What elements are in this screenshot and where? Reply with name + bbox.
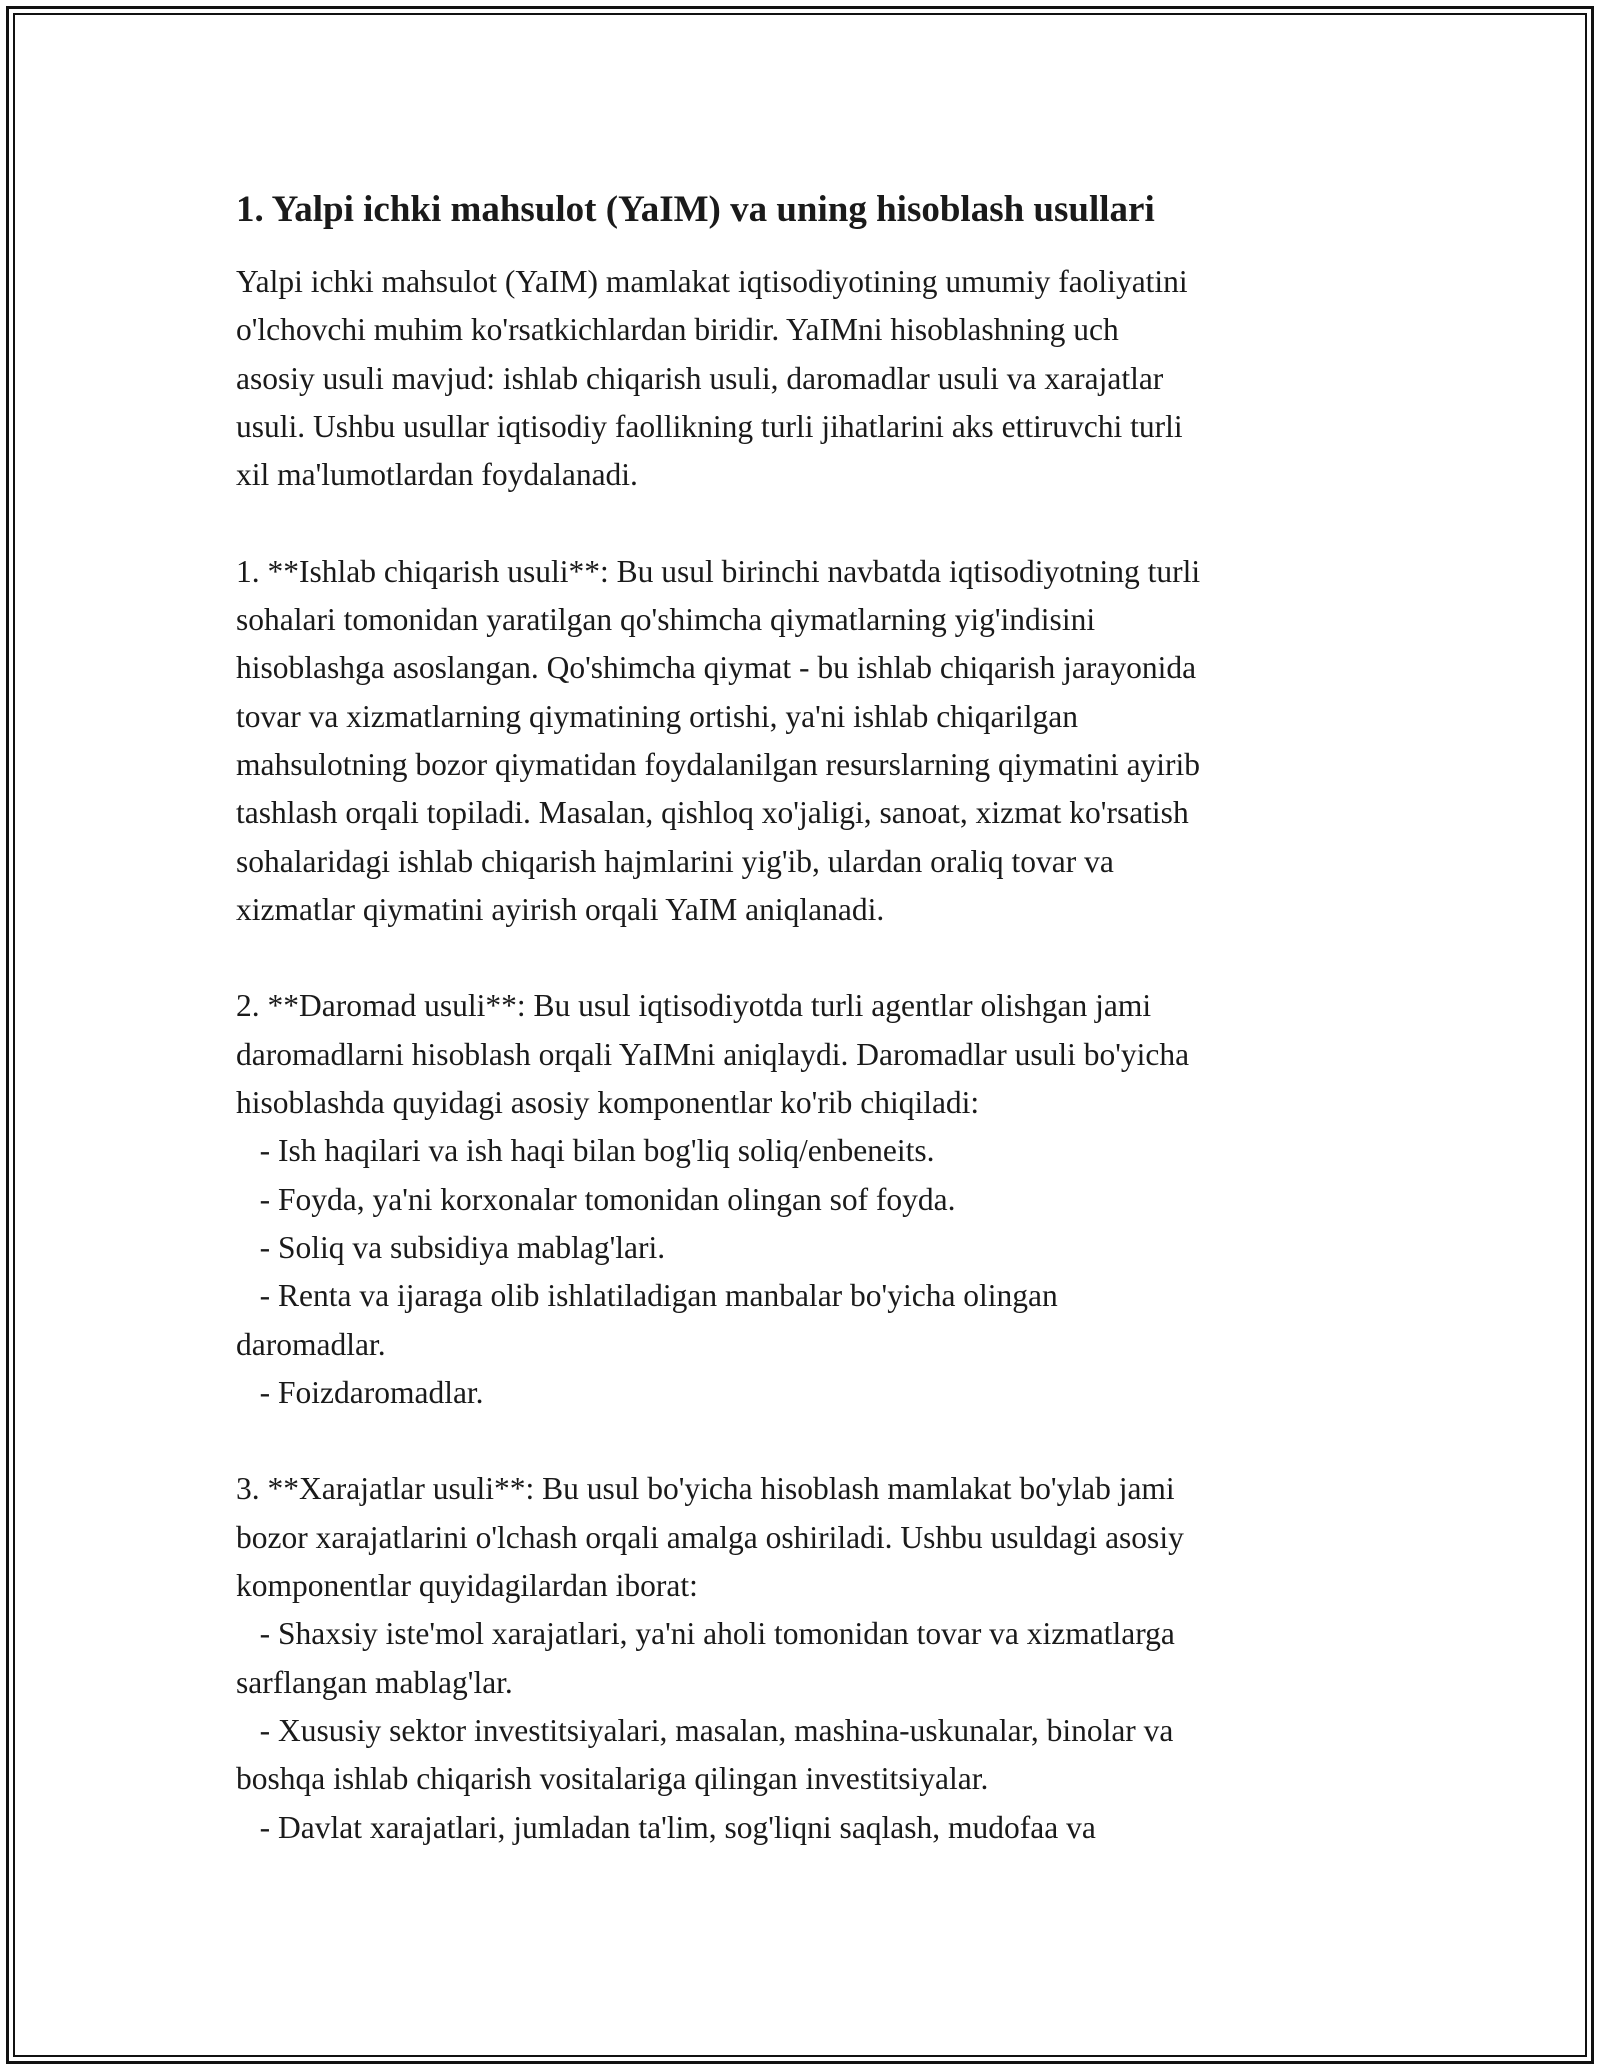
text-line: - Shaxsiy iste'mol xarajatlari, ya'ni aholi tomonidan tovar va xizmatlarga xyxy=(236,1616,1175,1652)
text-line: mahsulotning bozor qiymatidan foydalanilgan resurslarning qiymatini ayirib xyxy=(236,746,1201,782)
text-line: - Foyda, ya'ni korxonalar tomonidan olingan sof foyda. xyxy=(236,1181,956,1217)
text-line: - Soliq va subsidiya mablag'lari. xyxy=(236,1229,666,1265)
text-line: 1. **Ishlab chiqarish usuli**: Bu usul birinchi navbatda iqtisodiyotning turli xyxy=(236,553,1201,589)
document-text xyxy=(236,258,1376,1852)
text-line: tovar va xizmatlarning qiymatining ortishi, ya'ni ishlab chiqarilgan xyxy=(236,698,1078,734)
text-line: sarflangan mablag'lar. xyxy=(236,1664,513,1700)
text-line: - Foizdaromadlar. xyxy=(236,1374,484,1410)
text-line: boshqa ishlab chiqarish vositalariga qilingan investitsiyalar. xyxy=(236,1761,989,1797)
text-line: sohalari tomonidan yaratilgan qo'shimcha qiymatlarning yig'indisini xyxy=(236,602,1096,638)
paragraph-gap xyxy=(236,1417,1376,1465)
text-line: sohalaridagi ishlab chiqarish hajmlarini yig'ib, ulardan oraliq tovar va xyxy=(236,843,1114,879)
text-line: xizmatlar qiymatini ayirish orqali YaIM aniqlanadi. xyxy=(236,891,885,927)
text-line: hisoblashga asoslangan. Qo'shimcha qiymat - bu ishlab chiqarish jarayonida xyxy=(236,650,1197,686)
paragraph-gap xyxy=(236,934,1376,982)
text-line: daromadlarni hisoblash orqali YaIMni aniqlaydi. Daromadlar usuli bo'yicha xyxy=(236,1036,1190,1072)
text-line: daromadlar. xyxy=(236,1326,386,1362)
text-line: bozor xarajatlarini o'lchash orqali amalga oshiriladi. Ushbu usuldagi asosiy xyxy=(236,1519,1184,1555)
document-heading: 1. Yalpi ichki mahsulot (YaIM) va uning hisoblash usullari xyxy=(236,189,1155,230)
text-line: - Ish haqilari va ish haqi bilan bog'liq soliq/enbeneits. xyxy=(236,1133,935,1169)
text-line: 3. **Xarajatlar usuli**: Bu usul bo'yicha hisoblash mamlakat bo'ylab jami xyxy=(236,1471,1175,1507)
text-line: hisoblashda quyidagi asosiy komponentlar ko'rib chiqiladi: xyxy=(236,1085,980,1121)
text-line: - Davlat xarajatlari, jumladan ta'lim, sog'liqni saqlash, mudofaa va xyxy=(236,1809,1096,1845)
text-line: tashlash orqali topiladi. Masalan, qishloq xo'jaligi, sanoat, xizmat ko'rsatish xyxy=(236,795,1189,831)
text-line: - Xususiy sektor investitsiyalari, masalan, mashina-uskunalar, binolar va xyxy=(236,1712,1174,1748)
text-line: komponentlar quyidagilardan iborat: xyxy=(236,1568,698,1604)
text-line: - Renta va ijaraga olib ishlatiladigan manbalar bo'yicha olingan xyxy=(236,1278,1058,1314)
text-line: 2. **Daromad usuli**: Bu usul iqtisodiyotda turli agentlar olishgan jami xyxy=(236,988,1152,1024)
document-body xyxy=(236,186,1376,1852)
text-line: asosiy usuli mavjud: ishlab chiqarish usuli, daromadlar usuli va xarajatlar xyxy=(236,360,1164,396)
text-line: Yalpi ichki mahsulot (YaIM) mamlakat iqtisodiyotining umumiy faoliyatini xyxy=(236,264,1188,299)
paragraph-gap xyxy=(236,499,1376,547)
text-line: o'lchovchi muhim ko'rsatkichlardan biridir. YaIMni hisoblashning uch xyxy=(236,312,1119,348)
text-line: usuli. Ushbu usullar iqtisodiy faollikning turli jihatlarini aks ettiruvchi turli xyxy=(236,408,1183,444)
text-line: xil ma'lumotlardan foydalanadi. xyxy=(236,457,638,493)
